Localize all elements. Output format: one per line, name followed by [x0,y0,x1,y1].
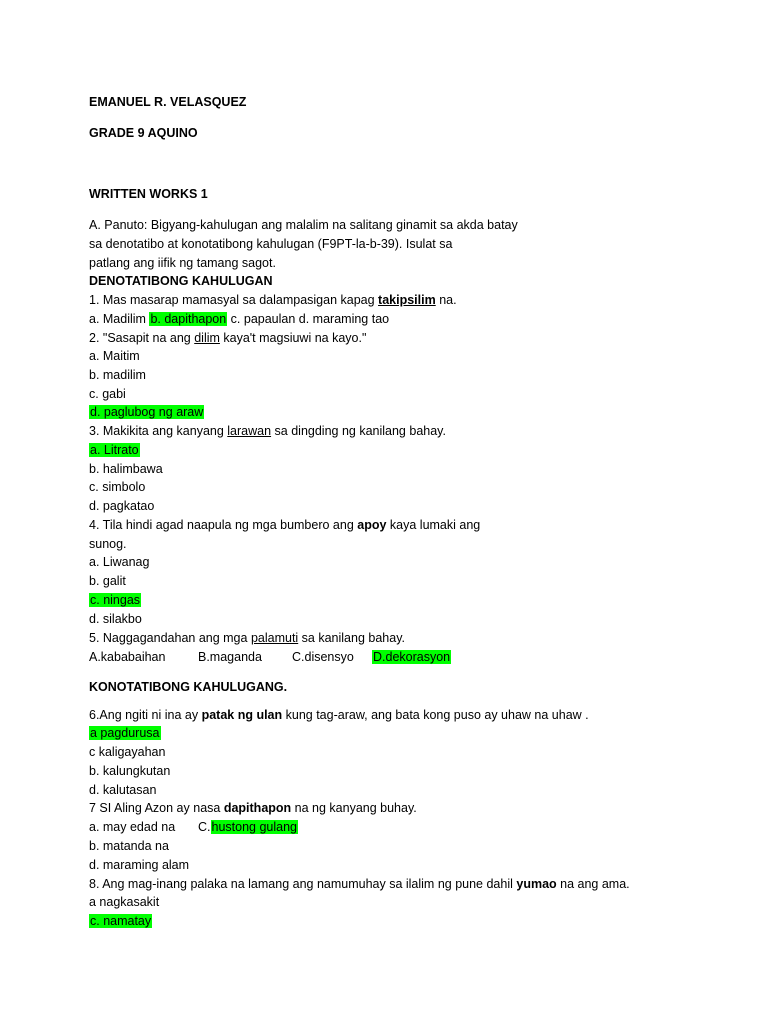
choice: b. matanda na [89,839,169,853]
target-word: palamuti [250,631,299,645]
choice: C.disensyo [292,650,354,664]
target-word: yumao [516,877,557,891]
highlighted-answer: c. namatay [90,914,152,928]
question-text: 8. Ang mag-inang palaka na lamang ang namumuhay sa ilalim ng pune dahil [89,877,517,891]
question-7-choices [89,819,298,836]
choice: c. gabi [89,387,126,401]
question-text: na ang ama. [556,877,630,891]
question-text: sa dingding ng kanilang bahay. [271,424,446,438]
target-word: larawan [227,424,272,438]
choice: a. Madilim [89,312,150,326]
choice: d. pagkatao [89,499,155,513]
highlighted-answer: b. dapithapon [150,312,227,326]
question-text: kaya't magsiuwi na kayo." [219,331,367,345]
student-name: EMANUEL R. VELASQUEZ [89,95,247,109]
question-text: sunog. [89,537,127,551]
section-heading-denotative: DENOTATIBONG KAHULUGAN [89,274,273,288]
highlighted-answer: hustong gulang [211,820,297,834]
question-8 [89,876,630,893]
choice: b. galit [89,574,126,588]
answer-row [89,442,140,459]
question-1 [89,292,457,309]
target-word: dapithapon [223,801,292,815]
question-text: sa kanilang bahay. [298,631,405,645]
question-7 [89,800,417,817]
choice: d. maraming alam [89,858,190,872]
question-text: 7 SI Aling Azon ay nasa [89,801,224,815]
highlighted-answer: c. ningas [90,593,141,607]
choice: d. silakbo [89,612,142,626]
choice: c. papaulan d. maraming tao [227,312,390,326]
target-word: dilim [194,331,220,345]
question-text: 4. Tila hindi agad naapula ng mga bumbero ang [89,518,358,532]
choice: c kaligayahan [89,745,166,759]
answer-row [89,913,152,930]
target-word: patak ng ulan [201,708,283,722]
document-title: WRITTEN WORKS 1 [89,187,208,201]
section-heading-connotative: KONOTATIBONG KAHULUGANG. [89,680,288,694]
highlighted-answer: d. paglubog ng araw [90,405,204,419]
highlighted-answer: D.dekorasyon [373,650,451,664]
choice: a. may edad na [89,820,176,834]
choice: c. simbolo [89,480,146,494]
choice: B.maganda [198,650,262,664]
question-text: 1. Mas masarap mamasyal sa dalampasigan kapag [89,293,379,307]
question-5 [89,630,405,647]
highlighted-answer: a pagdurusa [90,726,160,740]
instructions-line: sa denotatibo at konotatibong kahulugan (F9PT-la-b-39). Isulat sa [89,237,453,251]
answer-row [89,592,141,609]
question-text: 3. Makikita ang kanyang [89,424,228,438]
choice: a nagkasakit [89,895,160,909]
choice: a. Liwanag [89,555,150,569]
question-text: na. [435,293,457,307]
question-text: 2. "Sasapit na ang [89,331,195,345]
choice: a. Maitim [89,349,140,363]
choice: b. madilim [89,368,146,382]
question-6 [89,707,589,724]
question-text: 5. Naggagandahan ang mga [89,631,251,645]
question-text: 6.Ang ngiti ni ina ay [89,708,202,722]
instructions-line: A. Panuto: Bigyang-kahulugan ang malalim na salitang ginamit sa akda batay [89,218,518,232]
question-1-choices [89,311,389,328]
question-3 [89,423,446,440]
choice: b. kalungkutan [89,764,171,778]
target-word: takipsilim [378,293,436,307]
instructions-line: patlang ang iifik ng tamang sagot. [89,256,276,270]
target-word: apoy [357,518,387,532]
choice: b. halimbawa [89,462,163,476]
grade-section: GRADE 9 AQUINO [89,126,198,140]
question-4 [89,517,480,534]
answer-row [89,404,204,421]
question-2 [89,330,366,347]
question-text: na ng kanyang buhay. [291,801,417,815]
question-text: kaya lumaki ang [386,518,481,532]
question-text: kung tag-araw, ang bata kong puso ay uhaw na uhaw . [282,708,589,722]
highlighted-answer: a. Litrato [90,443,139,457]
answer-row [89,725,161,742]
choice: A.kababaihan [89,650,166,664]
question-5-choices [89,649,451,666]
choice: d. kalutasan [89,783,157,797]
choice: C. [198,820,211,834]
